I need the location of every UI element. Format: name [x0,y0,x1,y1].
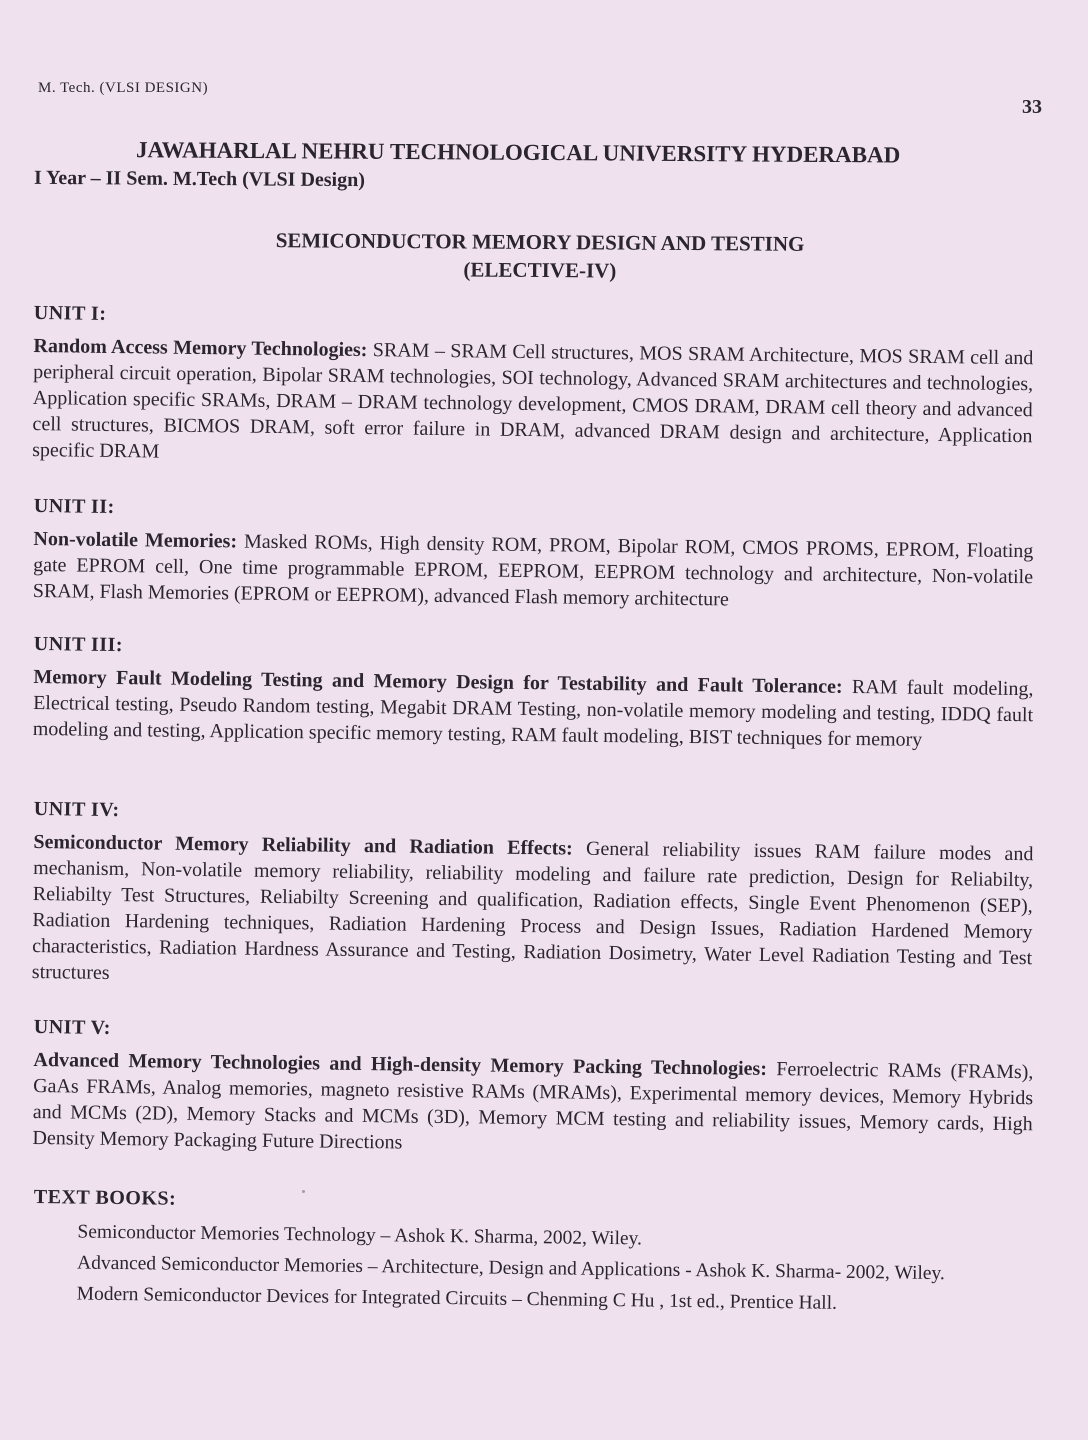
unit-content [33,526,1034,616]
text-books-list [33,1219,1034,1318]
unit-content [33,664,1034,754]
unit-content [32,333,1034,475]
unit-heading: UNIT II: [33,495,115,518]
unit-topic: Memory Fault Modeling Testing and Memory Design for Testability and Fault Tolerance: [33,665,843,698]
unit-heading: UNIT V: [33,1016,112,1039]
unit-topic: Semiconductor Memory Reliability and Radiation Effects: [33,830,573,860]
paper-speck [302,1190,305,1193]
page-number: 33 [1022,96,1042,118]
unit-description: RAM fault modeling, Electrical testing, Pseudo Random testing, Megabit DRAM Testing, non-volatile memory modeling and testing, IDDQ fault modeling and testing, Application specific memory testing, RAM fault modeling, BIST techniques for memory [32,675,1034,751]
unit-topic: Random Access Memory Technologies: [33,334,368,362]
unit-3 [33,633,1034,754]
unit-heading: UNIT I: [33,302,107,325]
unit-description: Masked ROMs, High density ROM, PROM, Bipolar ROM, CMOS PROMS, EPROM, Floating gate EPROM cell, One time programmable EPROM, EEPROM, EEPROM technology and architecture, Non-volatile SRAM, Flash Memories (EPROM or EEPROM), advanced Flash memory architecture [32,530,1034,611]
text-books-section [32,1186,1033,1324]
text-book-item: Semiconductor Memories Technology – Ashok K. Sharma, 2002, Wiley. [77,1221,643,1250]
unit-4 [32,798,1034,997]
text-book-item: Modern Semiconductor Devices for Integrated Circuits – Chenming C Hu , 1st ed., Prentice Hall. [76,1283,838,1314]
text-book-item: Advanced Semiconductor Memories – Architecture, Design and Applications - Ashok K. Sharma- 2002, Wiley. [76,1252,946,1285]
unit-heading: UNIT III: [33,633,124,657]
text-books-heading: TEXT BOOKS: [33,1186,177,1210]
unit-content [32,829,1034,997]
university-title: JAWAHARLAL NEHRU TECHNOLOGICAL UNIVERSITY HYDERABAD [135,137,901,168]
unit-topic: Non-volatile Memories: [33,527,238,553]
unit-5 [32,1016,1034,1163]
unit-description: SRAM – SRAM Cell structures, MOS SRAM Architecture, MOS SRAM cell and peripheral circuit operation, Bipolar SRAM technologies, SOI technology, Advanced SRAM architectures and technologies, Application specific SRAMs, DRAM – DRAM technology development, CMOS DRAM, DRAM cell theory and advanced cell structures, BICMOS DRAM, soft error failure in DRAM, advanced DRAM design and architecture, Application specific DRAM [32,339,1034,463]
unit-1 [32,302,1034,475]
semester-line: I Year – II Sem. M.Tech (VLSI Design) [33,166,366,192]
unit-topic: Advanced Memory Technologies and High-density Memory Packing Technologies: [33,1048,768,1080]
unit-content [32,1047,1033,1163]
program-header: M. Tech. (VLSI DESIGN) [38,80,209,96]
unit-description: Ferroelectric RAMs (FRAMs), GaAs FRAMs, Analog memories, magneto resistive RAMs (MRAMs), Experimental memory devices, Memory Hybrids and MCMs (2D), Memory Stacks and MCMs (3D), Memory MCM testing and reliability issues, Memory cards, High Density Memory Packaging Future Directions [32,1057,1034,1154]
subject-title [150,225,930,286]
elective-label: (ELECTIVE-IV) [463,257,617,283]
unit-2 [33,495,1034,616]
unit-description: General reliability issues RAM failure modes and mechanism, Non-volatile memory reliability, reliability modeling and failure rate prediction, Design for Reliabilty, Reliabilty Test Structures, Reliabilty Screening and qualification, Radiation effects, Single Event Phenomenon (SEP), Radiation Hardening techniques, Radiation Hardening Process and Design Issues, Radiation Hardened Memory characteristics, Radiation Hardness Assurance and Testing, Radiation Dosimetry, Water Level Radiation Testing and Test structures [31,837,1034,984]
subject-name: SEMICONDUCTOR MEMORY DESIGN AND TESTING [275,228,805,256]
unit-heading: UNIT IV: [33,798,120,822]
